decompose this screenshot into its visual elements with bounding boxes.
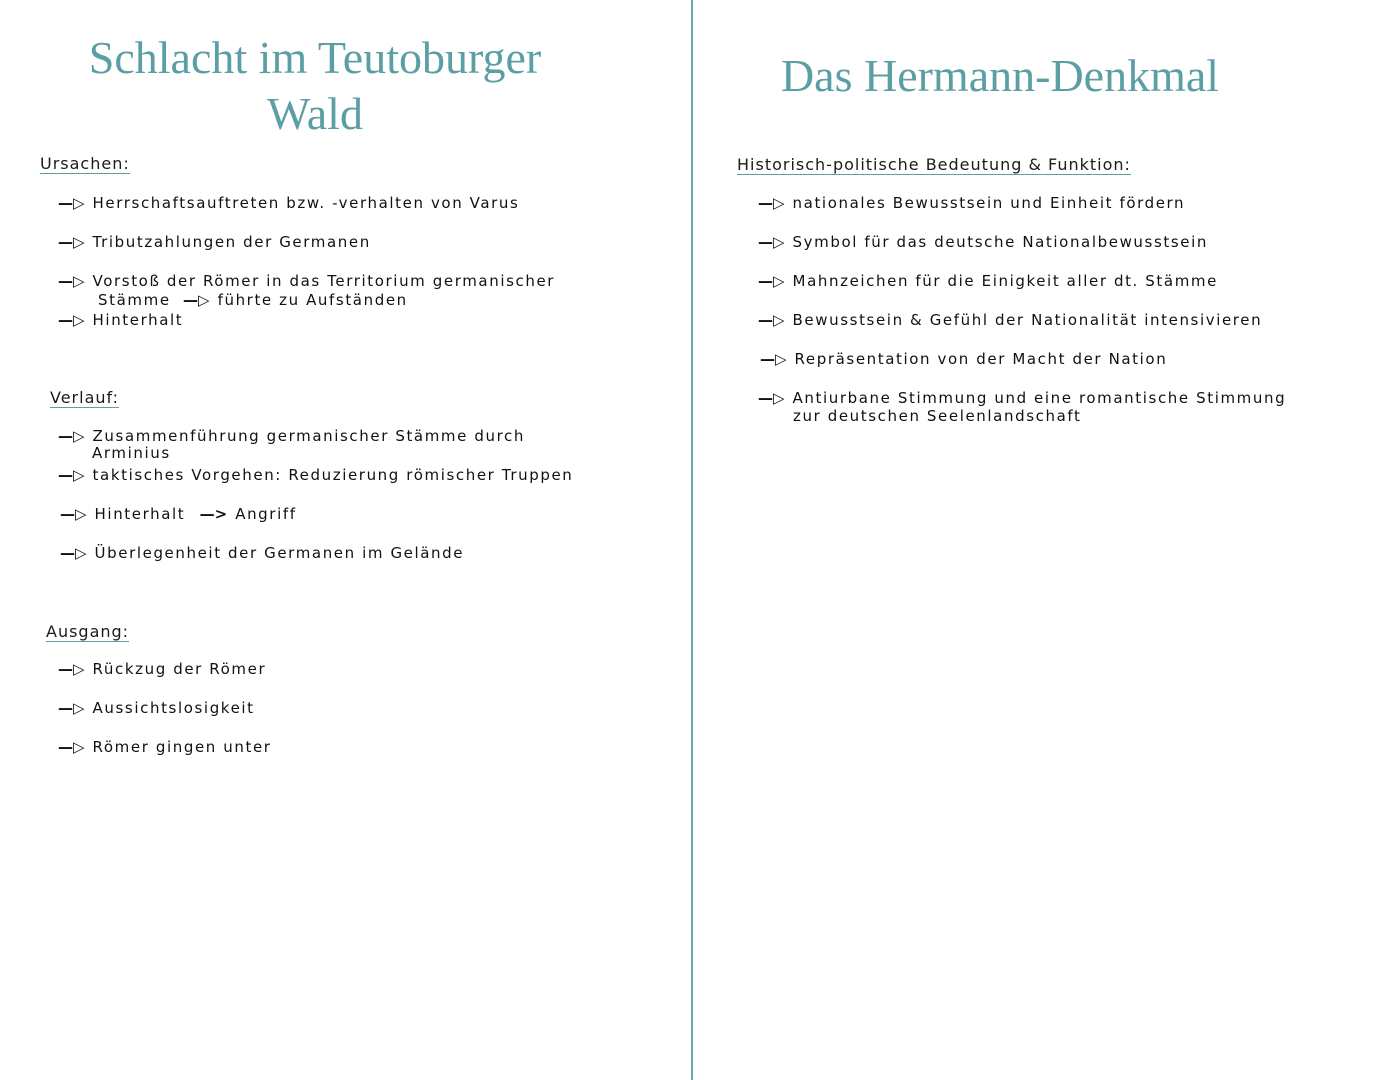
arrow-icon: —▷: [58, 233, 85, 251]
arrow-icon: —▷: [758, 272, 785, 290]
list-item-continuation: Arminius: [92, 444, 171, 462]
list-item: —▷ Rückzug der Römer: [58, 660, 267, 678]
arrow-icon: —▷: [760, 350, 787, 368]
list-item: —▷ Überlegenheit der Germanen im Gelände: [60, 544, 465, 562]
list-item: —▷ Römer gingen unter: [58, 738, 272, 756]
arrow-icon: —▷: [58, 427, 85, 445]
left-title-line-2: Wald: [267, 88, 363, 139]
heading-ursachen: Ursachen:: [40, 154, 130, 173]
list-item: —▷ Mahnzeichen für die Einigkeit aller dt. Stämme: [758, 272, 1218, 290]
list-item: —▷ Symbol für das deutsche Nationalbewusstsein: [758, 233, 1208, 251]
list-item: —▷ Hinterhalt: [58, 311, 184, 329]
list-item: —▷ taktisches Vorgehen: Reduzierung römischer Truppen: [58, 466, 574, 484]
list-item: —▷ nationales Bewusstsein und Einheit fördern: [758, 194, 1186, 212]
arrow-icon: —▷: [58, 194, 85, 212]
page-divider: [691, 0, 693, 1080]
arrow-icon: —▷: [58, 311, 85, 329]
arrow-icon: —▷: [758, 233, 785, 251]
arrow-icon: —▷: [60, 544, 87, 562]
list-item: —▷ Hinterhalt —> Angriff: [60, 505, 297, 523]
arrow-icon: —▷: [758, 194, 785, 212]
right-page-title: Das Hermann-Denkmal: [780, 50, 1220, 101]
list-item: —▷ Vorstoß der Römer in das Territorium germanischer: [58, 272, 556, 290]
arrow-icon: —>: [199, 505, 228, 523]
arrow-icon: —▷: [183, 291, 210, 309]
list-item: —▷ Bewusstsein & Gefühl der Nationalität intensivieren: [758, 311, 1263, 329]
arrow-icon: —▷: [758, 389, 785, 407]
heading-bedeutung-funktion: Historisch-politische Bedeutung & Funktion:: [737, 155, 1131, 174]
list-item: —▷ Aussichtslosigkeit: [58, 699, 255, 717]
list-item: —▷ Repräsentation von der Macht der Nation: [760, 350, 1168, 368]
heading-verlauf: Verlauf:: [50, 388, 119, 407]
list-item: —▷ Zusammenführung germanischer Stämme durch: [58, 427, 525, 445]
arrow-icon: —▷: [58, 660, 85, 678]
left-page-title: [60, 30, 570, 142]
arrow-icon: —▷: [58, 738, 85, 756]
list-item: —▷ Tributzahlungen der Germanen: [58, 233, 371, 251]
list-item-continuation: Stämme —▷ führte zu Aufständen: [98, 291, 408, 309]
arrow-icon: —▷: [758, 311, 785, 329]
arrow-icon: —▷: [58, 466, 85, 484]
list-item: —▷ Herrschaftsauftreten bzw. -verhalten von Varus: [58, 194, 520, 212]
arrow-icon: —▷: [60, 505, 87, 523]
arrow-icon: —▷: [58, 699, 85, 717]
list-item-continuation: zur deutschen Seelenlandschaft: [793, 407, 1082, 425]
left-title-line-1: Schlacht im Teutoburger: [88, 32, 542, 83]
arrow-icon: —▷: [58, 272, 85, 290]
list-item: —▷ Antiurbane Stimmung und eine romantische Stimmung: [758, 389, 1287, 407]
heading-ausgang: Ausgang:: [46, 622, 130, 641]
